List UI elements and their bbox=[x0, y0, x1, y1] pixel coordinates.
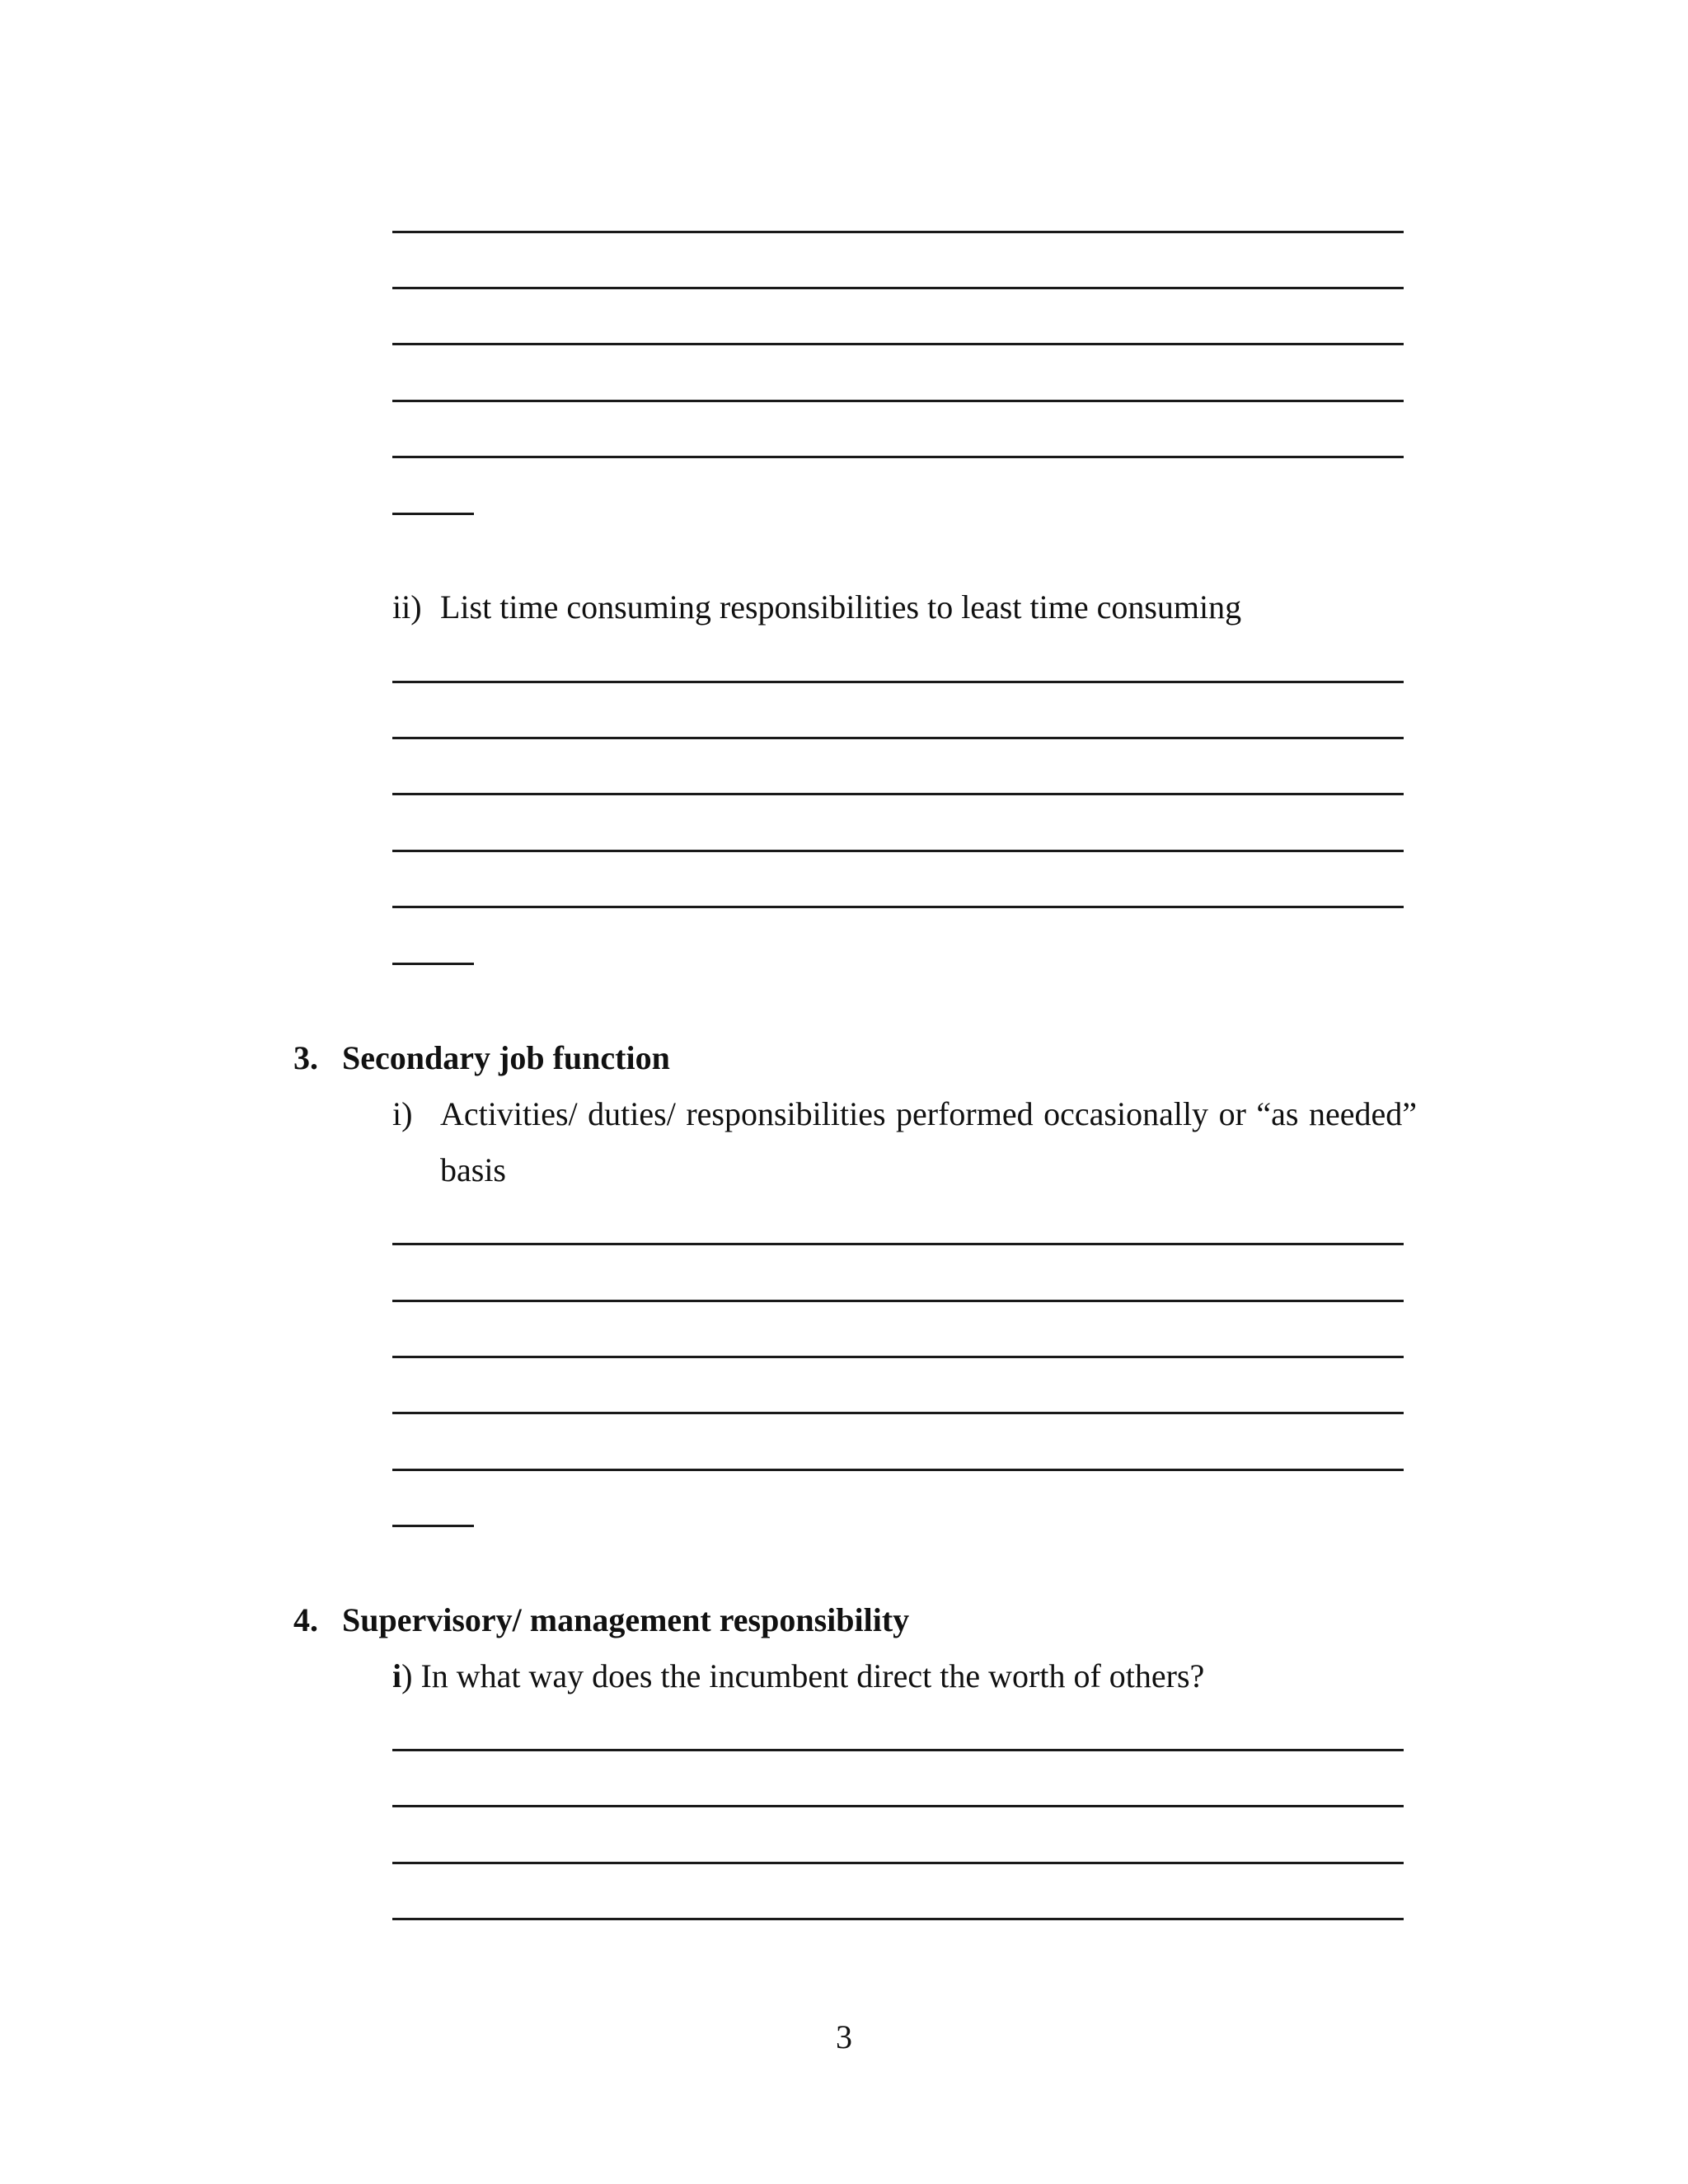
answer-line bbox=[392, 1862, 1404, 1864]
answer-line bbox=[392, 400, 1404, 402]
section-3-item-i-text-line2: basis bbox=[440, 1151, 506, 1188]
answer-line bbox=[392, 1300, 1404, 1302]
answer-line bbox=[392, 1412, 1404, 1414]
section-3-item-i-marker: i) bbox=[392, 1095, 413, 1132]
answer-line bbox=[392, 681, 1404, 683]
answer-line bbox=[392, 1356, 1404, 1358]
answer-line bbox=[392, 343, 1404, 345]
section-3-heading: Secondary job function bbox=[342, 1039, 670, 1076]
answer-line bbox=[392, 1805, 1404, 1807]
answer-line bbox=[392, 287, 1404, 289]
section-3-number: 3. bbox=[293, 1039, 318, 1076]
item-ii-marker: ii) bbox=[392, 588, 422, 626]
page-number: 3 bbox=[836, 2018, 852, 2055]
answer-line bbox=[392, 793, 1404, 795]
section-4-heading: Supervisory/ management responsibility bbox=[342, 1601, 910, 1638]
answer-line bbox=[392, 456, 1404, 458]
section-3-item-i-text-line1: Activities/ duties/ responsibilities performed occasionally or “as needed” bbox=[440, 1095, 1417, 1132]
answer-line bbox=[392, 1749, 1404, 1751]
answer-line-short bbox=[392, 1525, 474, 1527]
answer-line-short bbox=[392, 963, 474, 965]
section-4-number: 4. bbox=[293, 1601, 318, 1638]
answer-line bbox=[392, 850, 1404, 852]
answer-line bbox=[392, 906, 1404, 908]
section-4-item-i bbox=[392, 1657, 1204, 1696]
answer-line bbox=[392, 737, 1404, 739]
section-4-item-i-marker: i bbox=[392, 1657, 402, 1694]
answer-line-short bbox=[392, 513, 474, 515]
answer-line bbox=[392, 231, 1404, 233]
answer-line bbox=[392, 1243, 1404, 1245]
item-ii-text: List time consuming responsibilities to least time consuming bbox=[440, 588, 1242, 626]
answer-line bbox=[392, 1469, 1404, 1471]
section-4-item-i-text: ) In what way does the incumbent direct the worth of others? bbox=[401, 1657, 1205, 1694]
answer-line bbox=[392, 1918, 1404, 1920]
